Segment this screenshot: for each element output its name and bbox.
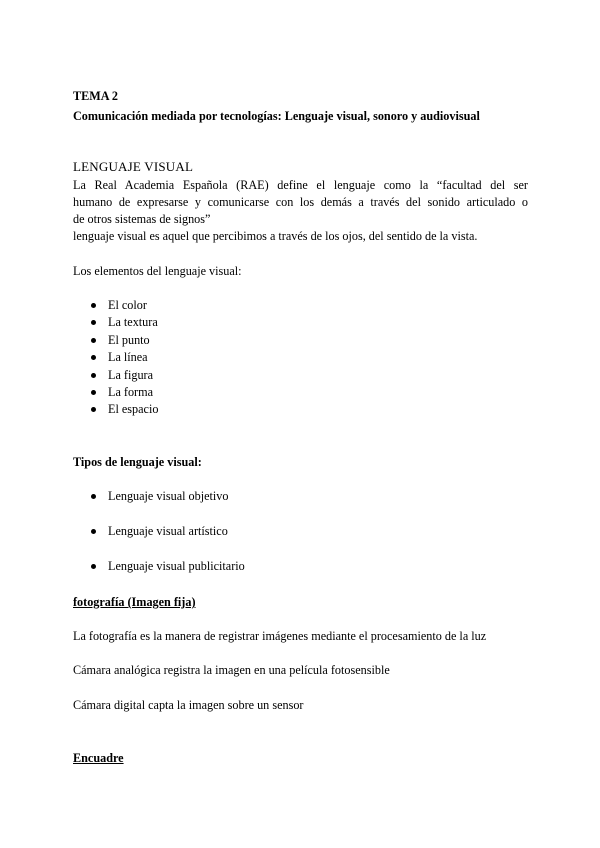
fotografia-paragraph-1: La fotografía es la manera de registrar imágenes mediante el procesamiento de la luz — [73, 629, 487, 643]
bullet-icon — [91, 494, 96, 499]
list-item: La línea — [73, 349, 158, 366]
tema-heading: TEMA 2 — [73, 89, 119, 103]
fotografia-heading: fotografía (Imagen fija) — [73, 595, 196, 609]
tipos-heading: Tipos de lenguaje visual: — [73, 455, 202, 469]
list-item: Lenguaje visual artístico — [73, 523, 245, 540]
bullet-icon — [91, 373, 96, 378]
list-item: El espacio — [73, 401, 158, 418]
elements-list — [73, 297, 158, 419]
bullet-icon — [91, 338, 96, 343]
document-subtitle: Comunicación mediada por tecnologías: Lenguaje visual, sonoro y audiovisual — [73, 109, 480, 123]
definition-line-3: de otros sistemas de signos” — [73, 212, 211, 226]
list-item: La textura — [73, 314, 158, 331]
elements-intro: Los elementos del lenguaje visual: — [73, 264, 242, 278]
list-item: El color — [73, 297, 158, 314]
list-item: La figura — [73, 367, 158, 384]
bullet-icon — [91, 320, 96, 325]
list-item: La forma — [73, 384, 158, 401]
bullet-icon — [91, 355, 96, 360]
bullet-icon — [91, 390, 96, 395]
bullet-icon — [91, 407, 96, 412]
list-item: El punto — [73, 332, 158, 349]
fotografia-paragraph-2: Cámara analógica registra la imagen en una película fotosensible — [73, 663, 390, 677]
bullet-icon — [91, 529, 96, 534]
list-item: Lenguaje visual publicitario — [73, 558, 245, 575]
bullet-icon — [91, 564, 96, 569]
visual-definition: lenguaje visual es aquel que percibimos a través de los ojos, del sentido de la vista. — [73, 229, 478, 243]
bullet-icon — [91, 303, 96, 308]
list-item: Lenguaje visual objetivo — [73, 488, 245, 505]
fotografia-paragraph-3: Cámara digital capta la imagen sobre un sensor — [73, 698, 304, 712]
definition-line-2: humano de expresarse y comunicarse con los demás a través del sonido articulado o — [73, 195, 528, 209]
encuadre-heading: Encuadre — [73, 751, 124, 765]
definition-line-1: La Real Academia Española (RAE) define el lenguaje como la “facultad del ser — [73, 178, 528, 192]
tipos-list — [73, 488, 245, 593]
lenguaje-visual-heading: LENGUAJE VISUAL — [73, 159, 194, 174]
